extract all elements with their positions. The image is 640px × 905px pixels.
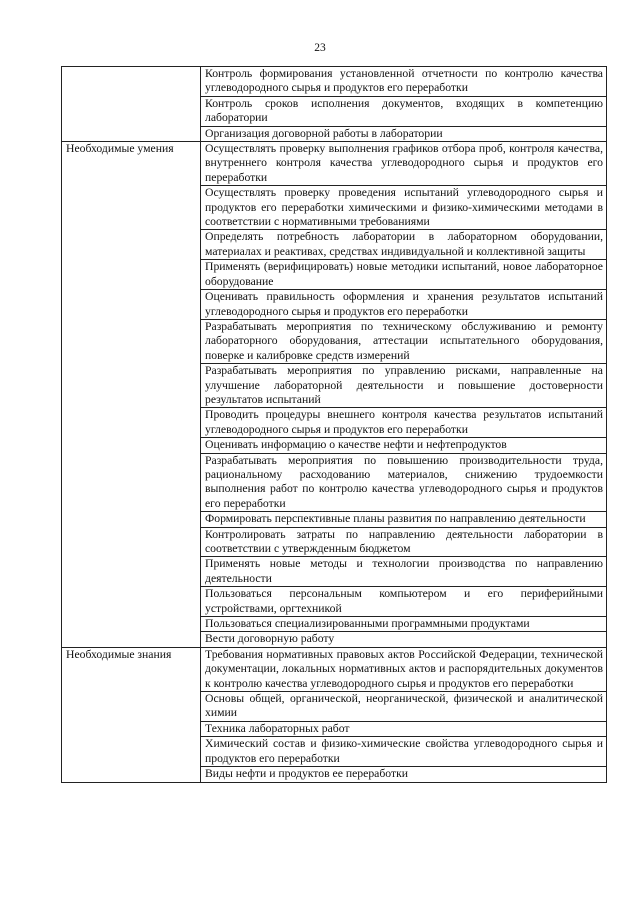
requirement-item: Вести договорную работу (201, 632, 607, 647)
requirement-item: Проводить процедуры внешнего контроля качества результатов испытаний углеводородного сырья и продуктов его переработки (201, 408, 607, 438)
page-number: 23 (314, 42, 326, 54)
requirement-item: Контроль формирования установленной отчетности по контролю качества углеводородного сырья и продуктов его переработки (201, 67, 607, 97)
requirement-item: Применять (верифицировать) новые методики испытаний, новое лабораторное оборудование (201, 260, 607, 290)
table-row (62, 647, 607, 691)
requirement-item: Техника лабораторных работ (201, 721, 607, 736)
requirement-item: Химический состав и физико-химические свойства углеводородного сырья и продуктов его переработки (201, 737, 607, 767)
section-label: Необходимые знания (62, 647, 201, 782)
requirement-item: Разрабатывать мероприятия по управлению рисками, направленные на улучшение лабораторной деятельности и повышение достоверности результатов испытаний (201, 364, 607, 408)
requirement-item: Виды нефти и продуктов ее переработки (201, 767, 607, 782)
requirement-item: Разрабатывать мероприятия по повышению производительности труда, рациональному расходованию материалов, снижению трудоемкости выполнения работ по контролю качества углеводородного сырья и продуктов его переработки (201, 453, 607, 512)
section-label (62, 67, 201, 142)
requirement-item: Оценивать правильность оформления и хранения результатов испытаний углеводородного сырья и продуктов его переработки (201, 290, 607, 320)
requirement-item: Требования нормативных правовых актов Российской Федерации, технической документации, локальных нормативных актов и распорядительных документов к контролю качества углеводородного сырья и продуктов его переработки (201, 647, 607, 691)
requirement-item: Определять потребность лаборатории в лабораторном оборудовании, материалах и реактивах, средствах индивидуальной и коллективной защиты (201, 230, 607, 260)
requirements-table (61, 66, 607, 783)
requirement-item: Применять новые методы и технологии производства по направлению деятельности (201, 557, 607, 587)
requirement-item: Осуществлять проверку проведения испытаний углеводородного сырья и продуктов его переработки химическими и физико-химическими методами в соответствии с нормативными требованиями (201, 186, 607, 230)
requirement-item: Основы общей, органической, неорганической, физической и аналитической химии (201, 692, 607, 722)
requirement-item: Организация договорной работы в лаборатории (201, 126, 607, 141)
requirement-item: Разрабатывать мероприятия по техническому обслуживанию и ремонту лабораторного оборудования, аттестации испытательного оборудования, поверке и калибровке средств измерений (201, 319, 607, 363)
requirement-item: Контролировать затраты по направлению деятельности лаборатории в соответствии с утвержденным бюджетом (201, 527, 607, 557)
requirements-table-body (62, 67, 607, 783)
requirement-item: Пользоваться персональным компьютером и его периферийными устройствами, оргтехникой (201, 587, 607, 617)
requirement-item: Оценивать информацию о качестве нефти и нефтепродуктов (201, 438, 607, 453)
table-row (62, 142, 607, 186)
section-label: Необходимые умения (62, 142, 201, 648)
requirement-item: Осуществлять проверку выполнения графиков отбора проб, контроля качества, внутреннего контроля качества углеводородного сырья и продуктов его переработки (201, 142, 607, 186)
requirement-item: Контроль сроков исполнения документов, входящих в компетенцию лаборатории (201, 96, 607, 126)
requirement-item: Формировать перспективные планы развития по направлению деятельности (201, 512, 607, 527)
requirement-item: Пользоваться специализированными программными продуктами (201, 617, 607, 632)
table-row (62, 67, 607, 97)
